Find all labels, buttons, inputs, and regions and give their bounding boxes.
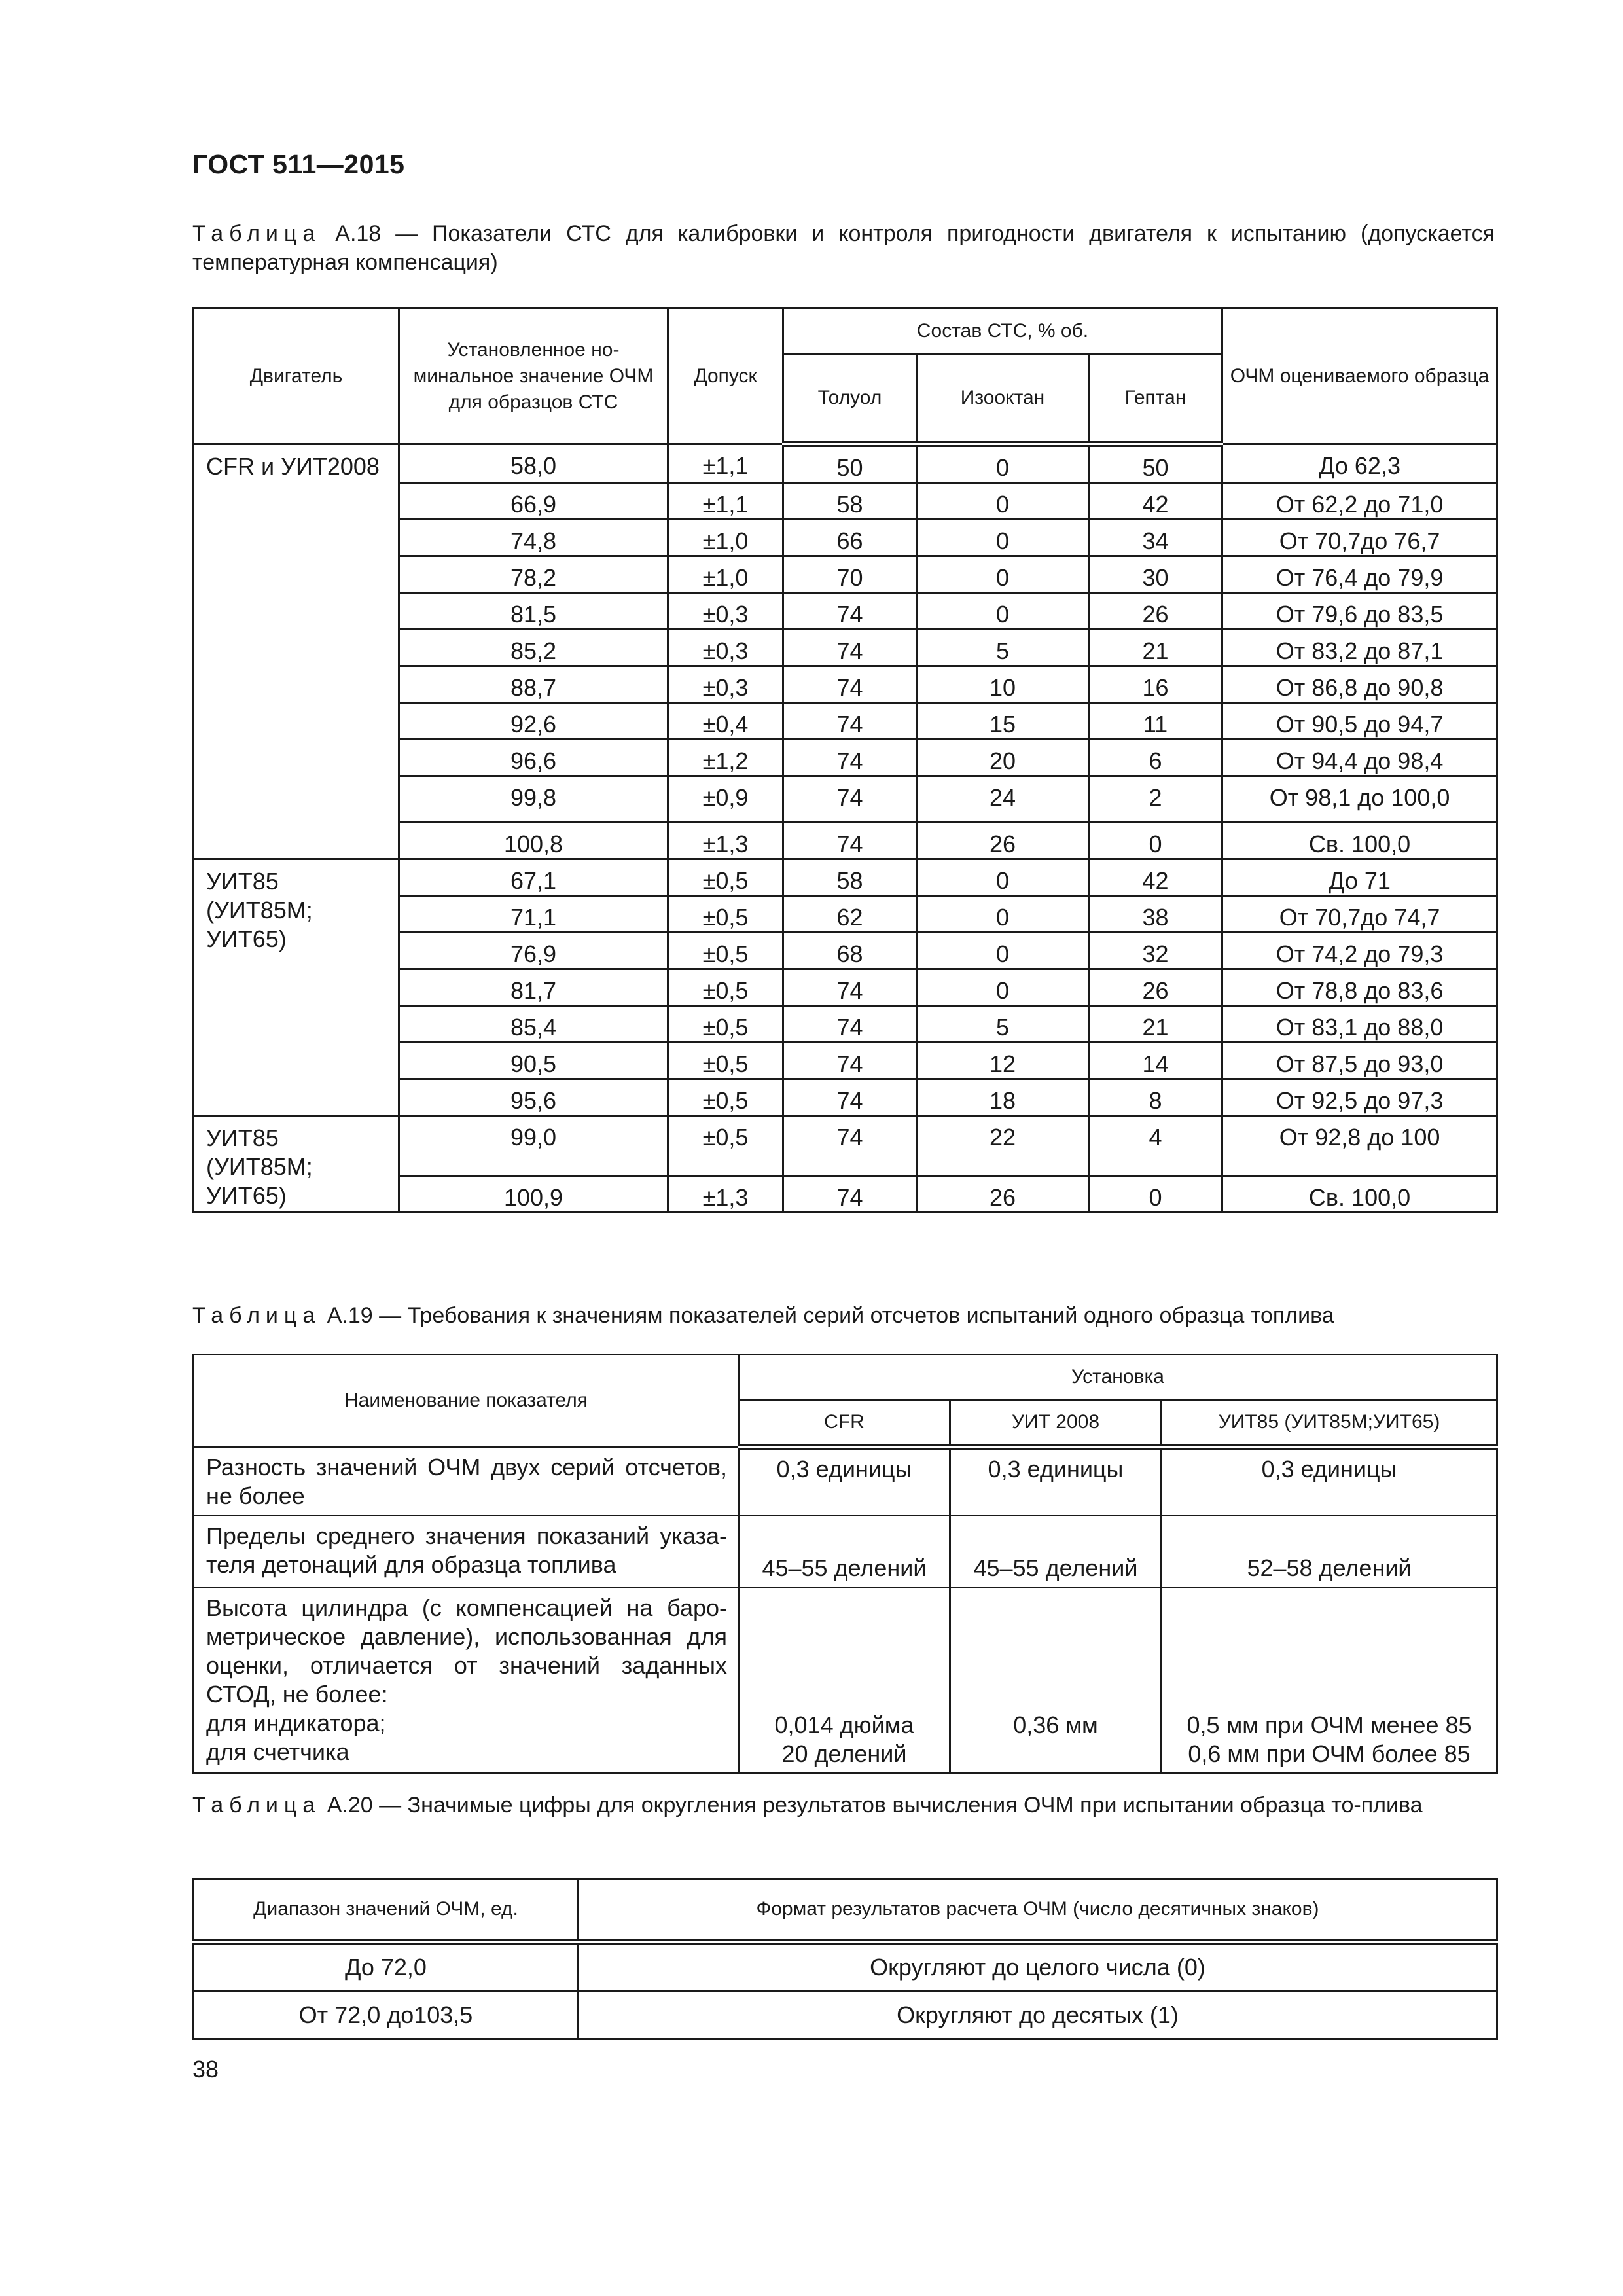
cell-nominal: 96,6 (399, 740, 668, 776)
cell-toluene: 74 (783, 969, 917, 1006)
cell-nominal: 74,8 (399, 520, 668, 556)
cell-ochm: От 83,2 до 87,1 (1222, 630, 1497, 666)
cell-nominal: 85,4 (399, 1006, 668, 1043)
cell-range: До 72,0 (194, 1942, 579, 1992)
cell-heptane: 8 (1089, 1079, 1222, 1116)
cell-toluene: 74 (783, 1079, 917, 1116)
cell-isooctane: 0 (917, 520, 1089, 556)
table-row (194, 859, 1497, 896)
cell-cfr: 0,3 единицы (739, 1447, 950, 1516)
cell-engine: УИТ85 (УИТ85М; УИТ65) (194, 859, 399, 1116)
cell-heptane: 26 (1089, 969, 1222, 1006)
cell-isooctane: 10 (917, 666, 1089, 703)
table-word: Таблица (192, 1303, 321, 1328)
header-indicator-name: Наименование показателя (194, 1355, 739, 1447)
header-ochm-sample: ОЧМ оцениваемого образца (1222, 308, 1497, 444)
cell-tolerance: ±0,5 (668, 859, 783, 896)
cell-nominal: 92,6 (399, 703, 668, 740)
cell-format: Округляют до десятых (1) (579, 1992, 1497, 2039)
cell-isooctane: 0 (917, 969, 1089, 1006)
header-uit85: УИТ85 (УИТ85М;УИТ65) (1162, 1400, 1497, 1447)
cell-tolerance: ±0,5 (668, 1006, 783, 1043)
cell-tolerance: ±1,1 (668, 444, 783, 483)
cell-nominal: 58,0 (399, 444, 668, 483)
cell-uit85: 52–58 делений (1162, 1516, 1497, 1588)
cell-isooctane: 0 (917, 483, 1089, 520)
cell-heptane: 34 (1089, 520, 1222, 556)
cell-uit85: 0,3 единицы (1162, 1447, 1497, 1516)
cell-tolerance: ±0,5 (668, 896, 783, 933)
cell-ochm: От 92,5 до 97,3 (1222, 1079, 1497, 1116)
cell-isooctane: 12 (917, 1043, 1089, 1079)
cell-tolerance: ±0,3 (668, 666, 783, 703)
cell-ochm: От 79,6 до 83,5 (1222, 593, 1497, 630)
cell-nominal: 90,5 (399, 1043, 668, 1079)
cell-ochm: От 86,8 до 90,8 (1222, 666, 1497, 703)
cell-toluene: 74 (783, 776, 917, 823)
table-a20-caption (192, 1791, 1495, 1820)
cell-tolerance: ±1,3 (668, 1176, 783, 1213)
header-composition: Состав СТС, % об. (783, 308, 1222, 354)
cell-format: Округляют до целого числа (0) (579, 1942, 1497, 1992)
table-a19 (192, 1354, 1498, 1774)
cell-toluene: 58 (783, 483, 917, 520)
cell-isooctane: 5 (917, 630, 1089, 666)
cell-toluene: 66 (783, 520, 917, 556)
cell-tolerance: ±0,5 (668, 969, 783, 1006)
cell-ochm: От 87,5 до 93,0 (1222, 1043, 1497, 1079)
cell-engine: УИТ85 (УИТ85М; УИТ65) (194, 1116, 399, 1213)
table-a18-body (194, 444, 1497, 1213)
cell-isooctane: 5 (917, 1006, 1089, 1043)
cell-nominal: 81,5 (399, 593, 668, 630)
cell-toluene: 74 (783, 1043, 917, 1079)
table-a20-caption-text: А.20 — Значимые цифры для округления результатов вычисления ОЧМ при испытании образца то-плива (327, 1793, 1423, 1818)
cell-toluene: 74 (783, 630, 917, 666)
cell-isooctane: 24 (917, 776, 1089, 823)
cell-tolerance: ±0,9 (668, 776, 783, 823)
cell-nominal: 76,9 (399, 933, 668, 969)
cell-heptane: 50 (1089, 444, 1222, 483)
cell-tolerance: ±0,5 (668, 1116, 783, 1176)
header-ochm-range: Диапазон значений ОЧМ, ед. (194, 1879, 579, 1942)
header-result-format: Формат результатов расчета ОЧМ (число десятичных знаков) (579, 1879, 1497, 1942)
cell-toluene: 74 (783, 593, 917, 630)
cell-nominal: 100,8 (399, 823, 668, 859)
cell-heptane: 0 (1089, 1176, 1222, 1213)
cell-engine: CFR и УИТ2008 (194, 444, 399, 859)
table-row (194, 1588, 1497, 1774)
cell-isooctane: 26 (917, 823, 1089, 859)
cell-isooctane: 15 (917, 703, 1089, 740)
header-toluene: Толуол (783, 354, 917, 444)
cell-nominal: 71,1 (399, 896, 668, 933)
cell-nominal: 88,7 (399, 666, 668, 703)
cell-nominal: 78,2 (399, 556, 668, 593)
cell-isooctane: 22 (917, 1116, 1089, 1176)
cell-tolerance: ±0,5 (668, 1043, 783, 1079)
cell-toluene: 68 (783, 933, 917, 969)
cell-heptane: 21 (1089, 1006, 1222, 1043)
cell-isooctane: 0 (917, 556, 1089, 593)
cell-uit2008: 0,36 мм (950, 1588, 1162, 1774)
table-row (194, 444, 1497, 483)
header-cfr: CFR (739, 1400, 950, 1447)
cell-heptane: 0 (1089, 823, 1222, 859)
cell-isooctane: 0 (917, 933, 1089, 969)
cell-toluene: 74 (783, 740, 917, 776)
cell-toluene: 74 (783, 1116, 917, 1176)
cell-range: От 72,0 до103,5 (194, 1992, 579, 2039)
cell-ochm: От 70,7до 74,7 (1222, 896, 1497, 933)
cell-ochm: От 76,4 до 79,9 (1222, 556, 1497, 593)
cell-ochm: Св. 100,0 (1222, 823, 1497, 859)
page-number: 38 (192, 2056, 219, 2083)
table-word: Таблица (192, 1793, 321, 1818)
cell-nominal: 99,8 (399, 776, 668, 823)
cell-isooctane: 0 (917, 444, 1089, 483)
cell-heptane: 16 (1089, 666, 1222, 703)
cell-heptane: 6 (1089, 740, 1222, 776)
table-row (194, 1516, 1497, 1588)
cell-isooctane: 18 (917, 1079, 1089, 1116)
cell-toluene: 50 (783, 444, 917, 483)
header-nominal-ochm: Установленное но-минальное значение ОЧМ для образцов СТС (399, 308, 668, 444)
cell-heptane: 26 (1089, 593, 1222, 630)
table-a18-caption (192, 219, 1495, 277)
header-tolerance: Допуск (668, 308, 783, 444)
cell-toluene: 62 (783, 896, 917, 933)
cell-tolerance: ±0,5 (668, 933, 783, 969)
table-row (194, 1942, 1497, 1992)
header-installation: Установка (739, 1355, 1497, 1400)
cell-ochm: От 62,2 до 71,0 (1222, 483, 1497, 520)
cell-isooctane: 26 (917, 1176, 1089, 1213)
cell-ochm: От 92,8 до 100 (1222, 1116, 1497, 1176)
cell-heptane: 11 (1089, 703, 1222, 740)
table-row (194, 1116, 1497, 1176)
cell-tolerance: ±1,0 (668, 556, 783, 593)
table-a20 (192, 1878, 1498, 2040)
cell-heptane: 4 (1089, 1116, 1222, 1176)
cell-toluene: 74 (783, 823, 917, 859)
cell-tolerance: ±0,3 (668, 630, 783, 666)
cell-heptane: 2 (1089, 776, 1222, 823)
cell-toluene: 58 (783, 859, 917, 896)
cell-isooctane: 0 (917, 896, 1089, 933)
cell-nominal: 100,9 (399, 1176, 668, 1213)
table-row (194, 1992, 1497, 2039)
header-heptane: Гептан (1089, 354, 1222, 444)
cell-tolerance: ±1,0 (668, 520, 783, 556)
cell-heptane: 38 (1089, 896, 1222, 933)
cell-ochm: От 98,1 до 100,0 (1222, 776, 1497, 823)
header-engine: Двигатель (194, 308, 399, 444)
header-isooctane: Изооктан (917, 354, 1089, 444)
table-a19-caption-text: А.19 — Требования к значениям показателей серий отсчетов испытаний одного образца топлива (327, 1303, 1334, 1328)
cell-heptane: 42 (1089, 859, 1222, 896)
cell-heptane: 42 (1089, 483, 1222, 520)
cell-tolerance: ±1,3 (668, 823, 783, 859)
cell-ochm: От 90,5 до 94,7 (1222, 703, 1497, 740)
cell-isooctane: 20 (917, 740, 1089, 776)
cell-ochm: От 83,1 до 88,0 (1222, 1006, 1497, 1043)
table-a18-caption-text: А.18 — Показатели СТС для калибровки и контроля пригодности двигателя к испытанию (допускается температурная компенсация) (192, 221, 1495, 275)
table-word: Таблица (192, 221, 321, 246)
cell-nominal: 99,0 (399, 1116, 668, 1176)
row-name: Пределы среднего значения показаний указа-теля детонаций для образца топлива (194, 1516, 739, 1588)
cell-heptane: 30 (1089, 556, 1222, 593)
cell-tolerance: ±0,5 (668, 1079, 783, 1116)
cell-nominal: 81,7 (399, 969, 668, 1006)
cell-toluene: 70 (783, 556, 917, 593)
cell-nominal: 66,9 (399, 483, 668, 520)
cell-tolerance: ±0,4 (668, 703, 783, 740)
cell-toluene: 74 (783, 1006, 917, 1043)
row-name: Разность значений ОЧМ двух серий отсчетов, не более (194, 1447, 739, 1516)
cell-toluene: 74 (783, 666, 917, 703)
cell-uit2008: 45–55 делений (950, 1516, 1162, 1588)
header-uit2008: УИТ 2008 (950, 1400, 1162, 1447)
cell-heptane: 32 (1089, 933, 1222, 969)
row-name: Высота цилиндра (с компенсацией на баро-метрическое давление), использованная для оценки, отличается от значений заданных СТОД, не более: для индикатора; для счетчика (194, 1588, 739, 1774)
cell-uit2008: 0,3 единицы (950, 1447, 1162, 1516)
cell-nominal: 95,6 (399, 1079, 668, 1116)
cell-cfr: 45–55 делений (739, 1516, 950, 1588)
cell-heptane: 21 (1089, 630, 1222, 666)
cell-toluene: 74 (783, 703, 917, 740)
table-a19-caption (192, 1301, 1495, 1330)
cell-ochm: До 71 (1222, 859, 1497, 896)
table-a18 (192, 307, 1498, 1213)
cell-tolerance: ±0,3 (668, 593, 783, 630)
cell-tolerance: ±1,2 (668, 740, 783, 776)
cell-cfr: 0,014 дюйма 20 делений (739, 1588, 950, 1774)
cell-heptane: 14 (1089, 1043, 1222, 1079)
cell-ochm: До 62,3 (1222, 444, 1497, 483)
cell-ochm: От 70,7до 76,7 (1222, 520, 1497, 556)
cell-ochm: От 78,8 до 83,6 (1222, 969, 1497, 1006)
cell-isooctane: 0 (917, 859, 1089, 896)
cell-nominal: 67,1 (399, 859, 668, 896)
cell-ochm: От 74,2 до 79,3 (1222, 933, 1497, 969)
cell-uit85: 0,5 мм при ОЧМ менее 85 0,6 мм при ОЧМ более 85 (1162, 1588, 1497, 1774)
cell-nominal: 85,2 (399, 630, 668, 666)
cell-isooctane: 0 (917, 593, 1089, 630)
cell-toluene: 74 (783, 1176, 917, 1213)
cell-ochm: Св. 100,0 (1222, 1176, 1497, 1213)
document-id-header: ГОСТ 511—2015 (192, 149, 405, 179)
table-row (194, 1447, 1497, 1516)
cell-tolerance: ±1,1 (668, 483, 783, 520)
cell-ochm: От 94,4 до 98,4 (1222, 740, 1497, 776)
